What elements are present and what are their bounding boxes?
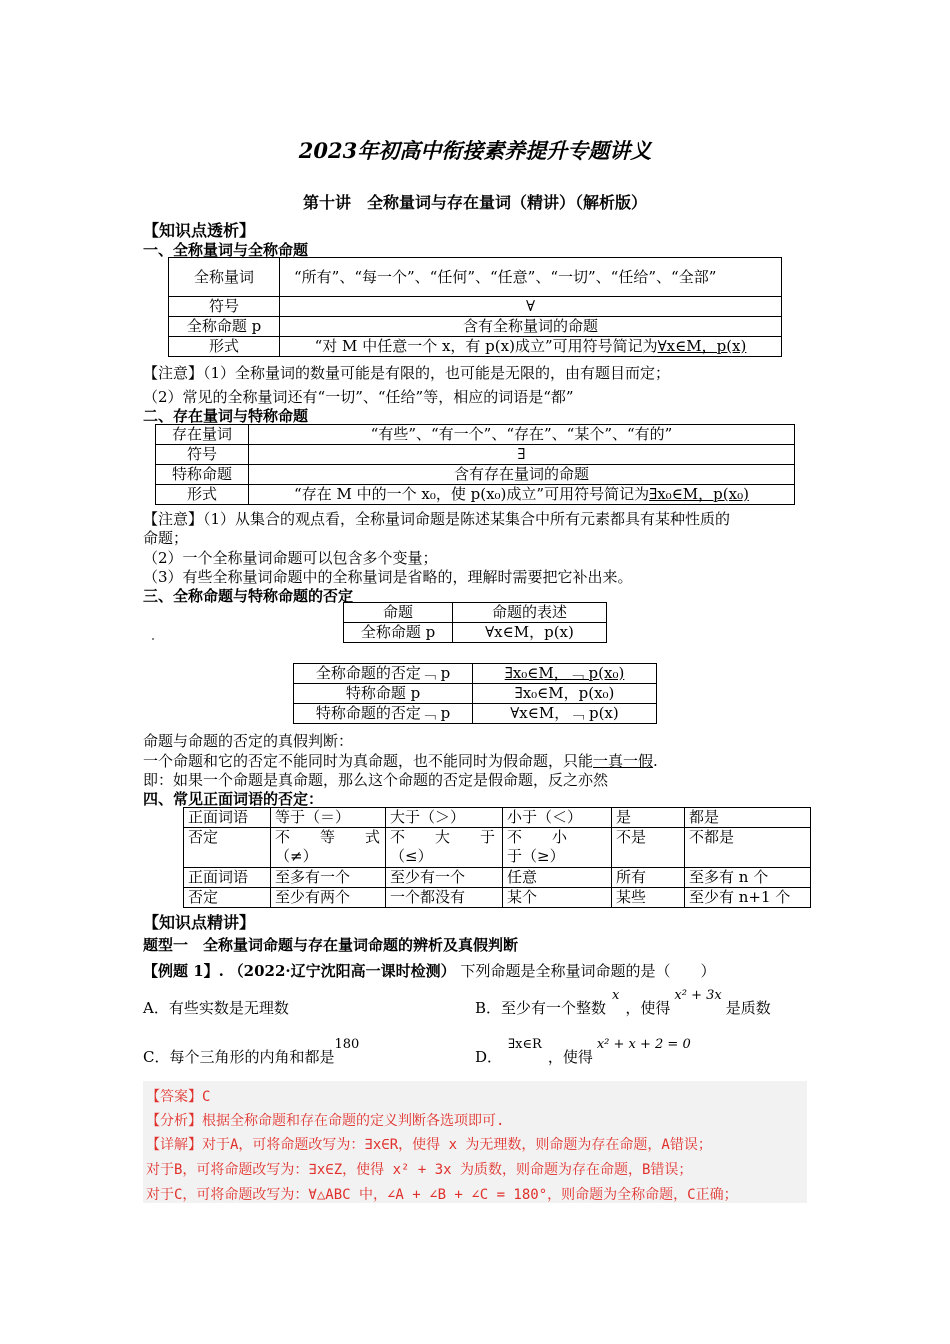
detail-section-heading: 【知识点精讲】 bbox=[143, 913, 256, 932]
option-c-text: C．每个三角形的内角和都是 bbox=[143, 1048, 335, 1066]
answer-line: 【答案】C bbox=[146, 1089, 211, 1105]
s2-key: 特称命题 bbox=[156, 465, 249, 485]
t1-head: 命题的表述 bbox=[453, 603, 607, 623]
s4-cell: 不都是 bbox=[685, 828, 811, 868]
negation-table-2 bbox=[293, 663, 657, 724]
s4-cell: 某个 bbox=[503, 888, 612, 908]
t2-cell: 特称命题的否定﹁ p bbox=[294, 704, 473, 724]
s2-note-2: （2）一个全称量词命题可以包含多个变量； bbox=[143, 549, 438, 567]
s1-form bbox=[280, 337, 782, 357]
s2-key: 形式 bbox=[156, 485, 249, 505]
detail-line: 对于C，可将命题改写为：∀△ABC 中，∠A + ∠B + ∠C = 180°，则命题为全称命题，C正确； bbox=[146, 1187, 738, 1203]
s2-form bbox=[249, 485, 795, 505]
question-type-heading: 题型一 全称量词命题与存在量词命题的辨析及真假判断 bbox=[143, 936, 519, 954]
s2-value: 含有存在量词的命题 bbox=[249, 465, 795, 485]
s4-cell: 不 等 式（≠） bbox=[271, 828, 386, 868]
s2-note-1: 【注意】（1）从集合的观点看，全称量词命题是陈述某集合中所有元素都具有某种性质的 bbox=[143, 510, 731, 528]
t2-cell: ∃x₀∈M，p(x₀) bbox=[473, 684, 657, 704]
s2-form-text: “存在 M 中的一个 x₀，使 p(x₀)成立”可用符号简记为 bbox=[294, 485, 650, 503]
s2-form-symbol: ∃x₀∈M，p(x₀) bbox=[649, 485, 749, 503]
s1-value: ∀ bbox=[280, 297, 782, 317]
t1-head: 命题 bbox=[344, 603, 453, 623]
s4-cell: 一个都没有 bbox=[386, 888, 503, 908]
s2-value: “有些”、“有一个”、“存在”、“某个”、“有的” bbox=[249, 425, 795, 445]
s1-value: “所有”、“每一个”、“任何”、“任意”、“一切”、“任给”、“全部” bbox=[280, 258, 782, 297]
s4-cell: 至多有 n 个 bbox=[685, 868, 811, 888]
s4-cell: 不 大 于（≤） bbox=[386, 828, 503, 868]
s1-form-text: “对 M 中任意一个 x，有 p(x)成立”可用符号简记为 bbox=[314, 337, 658, 355]
s1-form-symbol: ∀x∈M，p(x) bbox=[657, 337, 747, 355]
s4-cell: 所有 bbox=[612, 868, 685, 888]
s4-cell: 至多有一个 bbox=[271, 868, 386, 888]
s3-line-2-text: 一个命题和它的否定不能同时为真命题，也不能同时为假命题，只能 bbox=[143, 752, 594, 770]
s3-line-2 bbox=[143, 750, 658, 771]
s3-line-2-emph: 一真一假 bbox=[593, 752, 654, 770]
t2-cell: ∀x∈M，﹁ p(x) bbox=[473, 704, 657, 724]
s4-cell: 不是 bbox=[612, 828, 685, 868]
s4-cell: 至少有一个 bbox=[386, 868, 503, 888]
s4-cell: 都是 bbox=[685, 808, 811, 828]
s4-cell: 某些 bbox=[612, 888, 685, 908]
document-title: 2023年初高中衔接素养提升专题讲义 bbox=[298, 138, 652, 163]
s4-cell: 等于（＝） bbox=[271, 808, 386, 828]
detail-line: 对于B，可将命题改写为：∃x∈Z，使得 x² + 3x 为质数，则命题为存在命题，B错误； bbox=[146, 1162, 693, 1178]
existential-quantifier-table bbox=[155, 424, 795, 505]
s1-value: 含有全称量词的命题 bbox=[280, 317, 782, 337]
t2-cell bbox=[473, 664, 657, 684]
option-d-label: D． bbox=[475, 1048, 503, 1066]
s4-cell: 正面词语 bbox=[184, 808, 271, 828]
option-a: A．有些实数是无理数 bbox=[143, 999, 289, 1017]
s2-note-3: （3）有些全称量词命题中的全称量词是省略的，理解时需要把它补出来。 bbox=[143, 568, 633, 586]
example-source: （2022·辽宁沈阳高一课时检测） bbox=[228, 962, 456, 980]
option-b-text: B．至少有一个整数 bbox=[475, 999, 607, 1017]
s2-key: 存在量词 bbox=[156, 425, 249, 445]
s4-cell: 至少有 n+1 个 bbox=[685, 888, 811, 908]
lecture-title: 第十讲 全称量词与存在量词（精讲）（解析版） bbox=[302, 193, 647, 212]
t2-cell: 全称命题的否定﹁ p bbox=[294, 664, 473, 684]
analysis-line: 【分析】根据全称命题和存在命题的定义判断各选项即可. bbox=[146, 1113, 505, 1129]
option-d-mid: ，使得 bbox=[547, 1048, 593, 1066]
option-b-var: x bbox=[612, 988, 620, 1003]
s4-cell: 否定 bbox=[184, 828, 271, 868]
s4-heading: 四、常见正面词语的否定： bbox=[143, 790, 324, 808]
s4-cell: 正面词语 bbox=[184, 868, 271, 888]
s4-cell: 大于（＞） bbox=[386, 808, 503, 828]
t2-underlined: ∃x₀∈M，﹁ p(x₀) bbox=[504, 664, 625, 682]
option-b-end: 是质数 bbox=[725, 999, 771, 1017]
s1-note-2: （2）常见的全称量词还有“一切”、“任给”等，相应的词语是“都” bbox=[143, 388, 574, 406]
s1-note-1: 【注意】（1）全称量词的数量可能是有限的，也可能是无限的，由有题目而定； bbox=[143, 364, 671, 382]
option-b-expr: x² + 3x bbox=[674, 988, 722, 1003]
s4-cell: 是 bbox=[612, 808, 685, 828]
universal-quantifier-table bbox=[168, 257, 782, 357]
option-b bbox=[475, 988, 771, 1018]
s1-key: 全称命题 p bbox=[169, 317, 280, 337]
s4-cell: 任意 bbox=[503, 868, 612, 888]
option-d-expr: x² + x + 2 = 0 bbox=[596, 1037, 691, 1052]
s2-key: 符号 bbox=[156, 445, 249, 465]
s2-note-1b: 命题； bbox=[143, 529, 189, 547]
s3-line-2-end: . bbox=[653, 752, 658, 770]
s1-key: 符号 bbox=[169, 297, 280, 317]
t1-cell: 全称命题 p bbox=[344, 623, 453, 643]
s1-key: 形式 bbox=[169, 337, 280, 357]
stray-dot bbox=[152, 638, 154, 640]
s2-heading: 二、存在量词与特称命题 bbox=[143, 407, 309, 425]
s3-heading: 三、全称命题与特称命题的否定 bbox=[143, 587, 354, 605]
s4-cell: 小于（＜） bbox=[503, 808, 612, 828]
knowledge-section-heading: 【知识点透析】 bbox=[143, 221, 256, 240]
negation-table-1 bbox=[343, 602, 607, 643]
s4-cell: 否定 bbox=[184, 888, 271, 908]
s1-heading: 一、全称量词与全称命题 bbox=[143, 241, 309, 259]
example-stem: 下列命题是全称量词命题的是（ ） bbox=[460, 962, 716, 980]
t2-cell: 特称命题 p bbox=[294, 684, 473, 704]
s4-cell: 不 小 于（≥） bbox=[503, 828, 612, 868]
negation-words-table bbox=[183, 807, 811, 908]
example-question bbox=[143, 960, 715, 981]
s2-value: ∃ bbox=[249, 445, 795, 465]
option-b-mid: ，使得 bbox=[625, 999, 671, 1017]
s1-key: 全称量词 bbox=[169, 258, 280, 297]
option-d-symbol: ∃x∈R bbox=[508, 1037, 542, 1052]
t1-cell: ∀x∈M，p(x) bbox=[453, 623, 607, 643]
s3-line-3: 即：如果一个命题是真命题，那么这个命题的否定是假命题，反之亦然 bbox=[143, 771, 609, 789]
option-c-num: 180 bbox=[334, 1037, 360, 1052]
s4-cell: 至少有两个 bbox=[271, 888, 386, 908]
s3-line-1: 命题与命题的否定的真假判断： bbox=[143, 732, 354, 750]
example-label: 【例题 1】. bbox=[143, 962, 224, 980]
option-c bbox=[143, 1037, 360, 1067]
option-d bbox=[475, 1037, 695, 1067]
detail-line: 【详解】对于A，可将命题改写为：∃x∈R，使得 x 为无理数，则命题为存在命题，A错误； bbox=[146, 1137, 712, 1153]
